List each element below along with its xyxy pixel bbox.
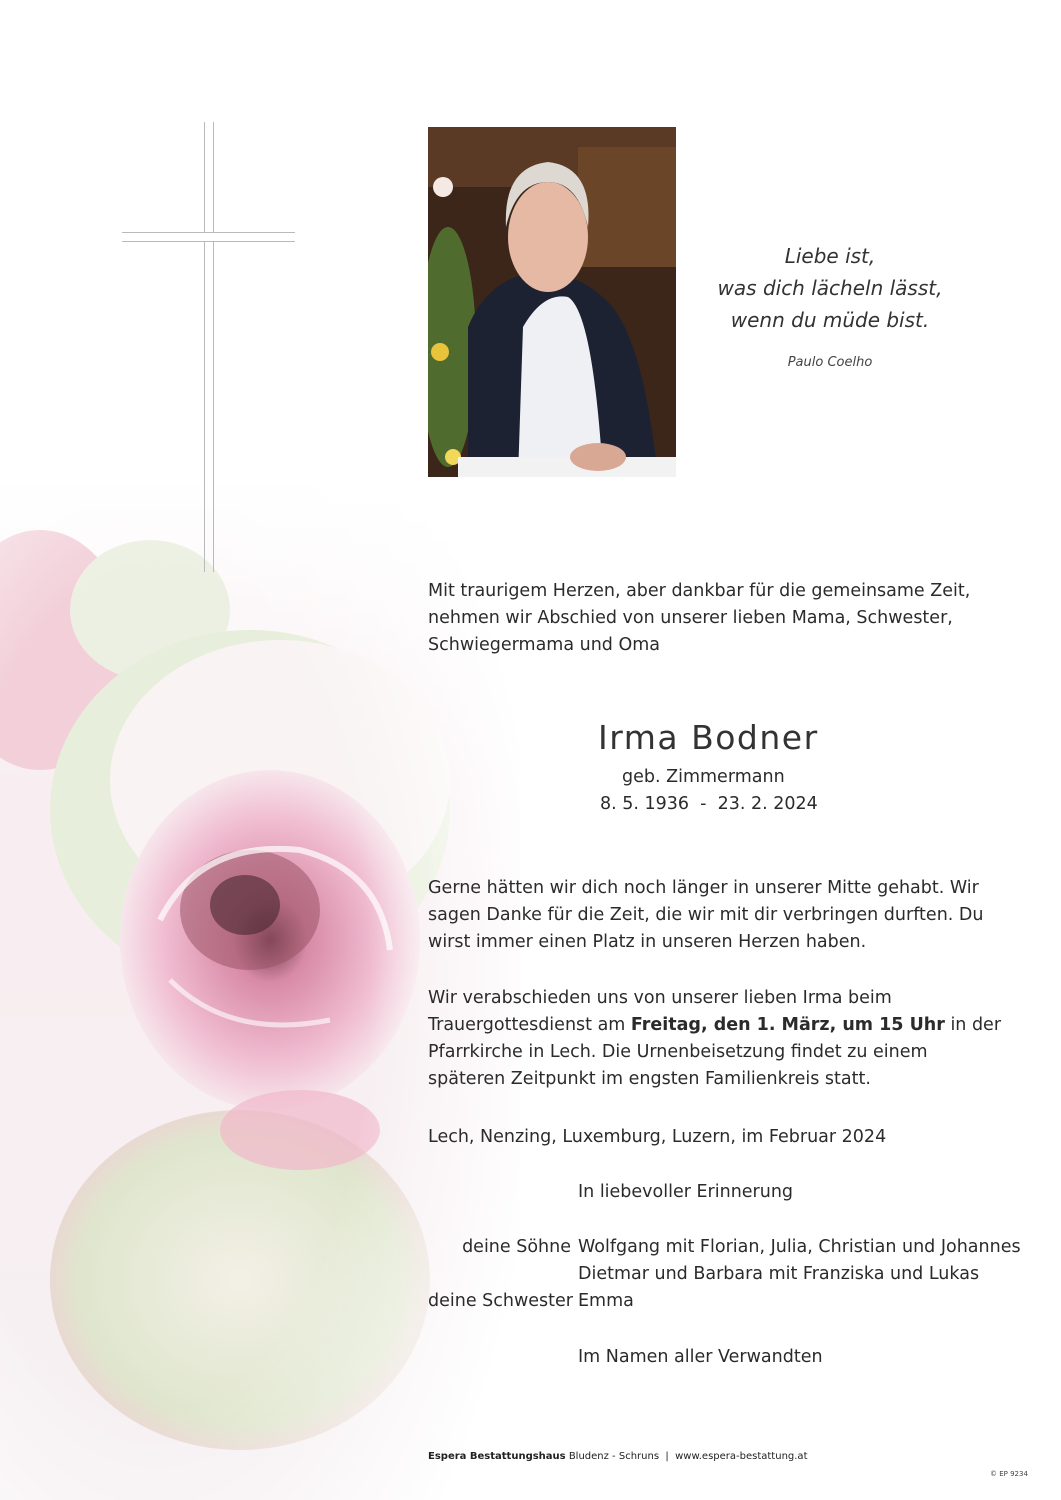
memory-line: In liebevoller Erinnerung xyxy=(578,1182,794,1202)
service-text-start: Wir verabschieden uns von unserer lieben Irma beim Trauergottesdienst am xyxy=(428,988,892,1035)
quote-line: Liebe ist, xyxy=(784,244,876,268)
quote-line: was dich lächeln lässt, xyxy=(717,276,943,300)
footer-separator: | xyxy=(665,1451,669,1462)
footer-website[interactable]: www.espera-bestattung.at xyxy=(675,1451,808,1462)
farewell-paragraph: Gerne hätten wir dich noch länger in unserer Mitte gehabt. Wir sagen Danke für die Zeit, die wir mit dir verbringen durften. Du wirst immer einen Platz in unseren Herzen haben. xyxy=(428,878,984,952)
birth-name: geb. Zimmermann xyxy=(622,767,785,787)
place-date: Lech, Nenzing, Luxemburg, Luzern, im Februar 2024 xyxy=(428,1127,887,1147)
footer xyxy=(428,1451,807,1462)
family-label: deine Schwester xyxy=(428,1291,573,1311)
product-code: © EP 9234 xyxy=(990,1470,1028,1478)
service-text-end: in der Pfarrkirche in Lech. Die Urnenbeisetzung findet zu einem späteren Zeitpunkt im engsten Familienkreis statt. xyxy=(428,1015,1002,1089)
life-dates: 8. 5. 1936 - 23. 2. 2024 xyxy=(600,794,818,814)
quote-author: Paulo Coelho xyxy=(787,355,873,370)
intro-text: Mit traurigem Herzen, aber dankbar für die gemeinsame Zeit, nehmen wir Abschied von unserer lieben Mama, Schwester, Schwiegermama und Oma xyxy=(428,581,971,655)
family-value: Emma xyxy=(578,1291,634,1311)
portrait-photo xyxy=(428,127,676,477)
cross-center xyxy=(205,233,213,241)
footer-locations: Bludenz - Schruns xyxy=(568,1451,660,1462)
quote xyxy=(690,240,970,336)
family-label: deine Söhne xyxy=(462,1237,571,1257)
service-date-time: Freitag, den 1. März, um 15 Uhr xyxy=(630,1015,945,1035)
closing-line: Im Namen aller Verwandten xyxy=(578,1347,823,1367)
family-value: Wolfgang mit Florian, Julia, Christian und Johannes xyxy=(578,1237,1021,1257)
service-paragraph xyxy=(428,985,1003,1093)
footer-company: Espera Bestattungshaus xyxy=(428,1451,566,1462)
deceased-name: Irma Bodner xyxy=(598,718,819,757)
cross-icon xyxy=(204,122,214,572)
family-value: Dietmar und Barbara mit Franziska und Lukas xyxy=(578,1264,980,1284)
quote-line: wenn du müde bist. xyxy=(730,308,930,332)
